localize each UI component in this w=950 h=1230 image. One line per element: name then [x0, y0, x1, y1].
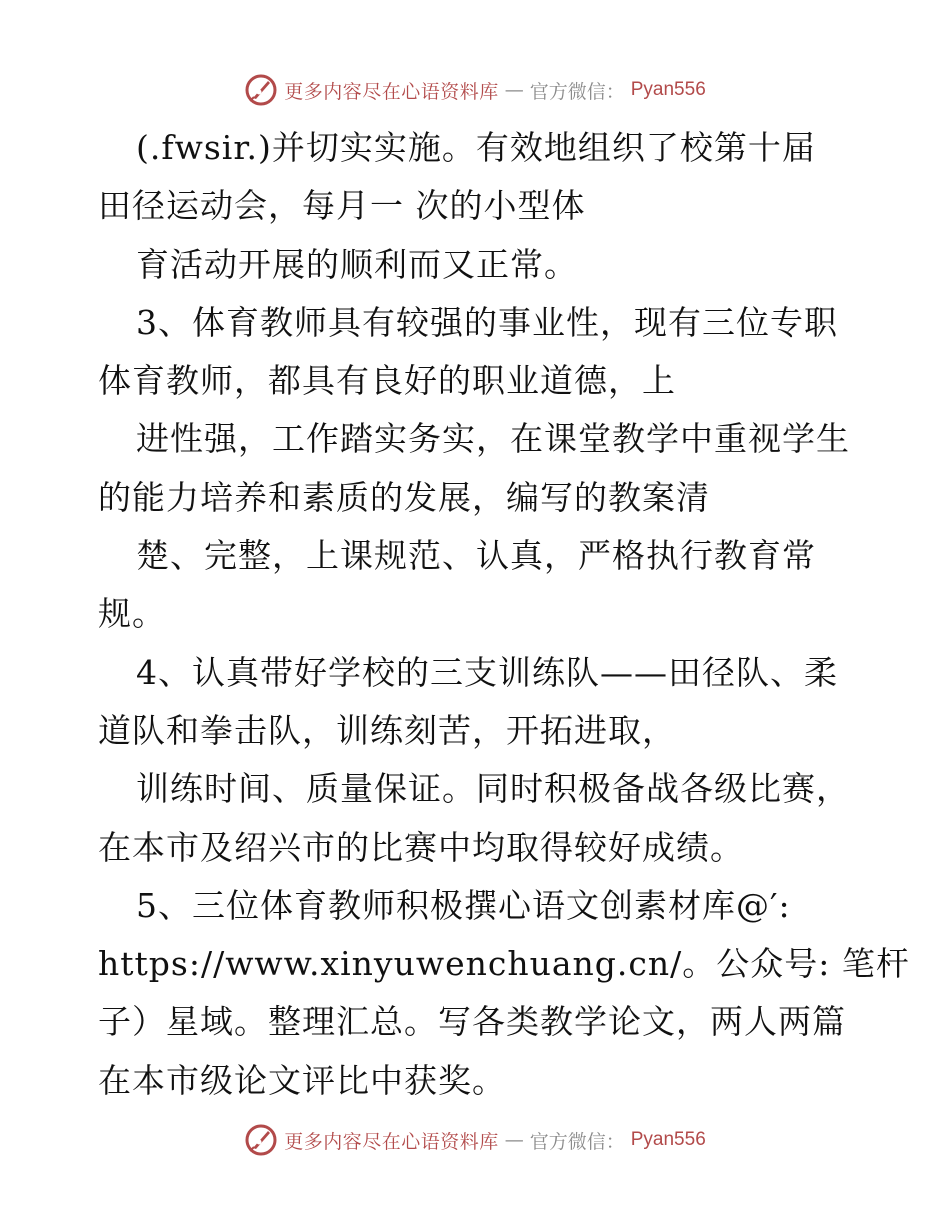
banner-main-text: 更多内容尽在心语资料库 — [284, 1130, 499, 1153]
banner-main-text: 更多内容尽在心语资料库 — [284, 80, 499, 103]
text-line: 3、体育教师具有较强的事业性，现有三位专职 — [136, 302, 838, 342]
banner-wechat-id: Pyan556 — [630, 79, 706, 100]
text-line: 育活动开展的顺利而又正常。 — [136, 244, 578, 284]
text-line-url: https://www.xinyuwenchuang.cn/。公众号: 笔杆 — [98, 944, 910, 984]
text-line: (.fwsir.)并切实实施。有效地组织了校第十届 — [136, 128, 816, 167]
feather-pen-circle-icon — [244, 73, 278, 107]
text-line: 进性强，工作踏实务实，在课堂教学中重视学生 — [136, 419, 850, 459]
footer-banner — [0, 1120, 950, 1160]
banner-separator: — — [504, 79, 524, 101]
text-line: 田径运动会，每月一 次的小型体 — [98, 186, 586, 226]
feather-pen-circle-icon — [244, 1123, 278, 1157]
banner-wechat-id: Pyan556 — [630, 1129, 706, 1150]
footer-banner-content — [244, 1123, 706, 1157]
text-line: 5、三位体育教师积极撰心语文创素材库@′: — [136, 885, 791, 925]
text-line: 在本市级论文评比中获奖。 — [98, 1060, 506, 1100]
text-line: 子）星域。整理汇总。写各类教学论文，两人两篇 — [98, 1002, 846, 1042]
banner-official-label: 官方微信： — [529, 80, 625, 103]
header-banner — [0, 70, 950, 110]
banner-official-label: 官方微信： — [529, 1130, 625, 1153]
text-line: 道队和拳击队，训练刻苦，开拓进取， — [98, 710, 676, 750]
document-body — [98, 119, 910, 1110]
text-line: 体育教师，都具有良好的职业道德，上 — [98, 361, 676, 401]
text-line: 训练时间、质量保证。同时积极备战各级比赛， — [136, 769, 850, 809]
header-banner-content — [244, 73, 706, 107]
text-line: 在本市及绍兴市的比赛中均取得较好成绩。 — [98, 827, 744, 867]
text-line: 规。 — [98, 594, 166, 634]
text-line: 4、认真带好学校的三支训练队——田径队、柔 — [136, 652, 838, 692]
text-line: 的能力培养和素质的发展，编写的教案清 — [98, 477, 710, 517]
text-line: 楚、完整，上课规范、认真，严格执行教育常 — [136, 536, 816, 576]
banner-separator: — — [504, 1129, 524, 1151]
